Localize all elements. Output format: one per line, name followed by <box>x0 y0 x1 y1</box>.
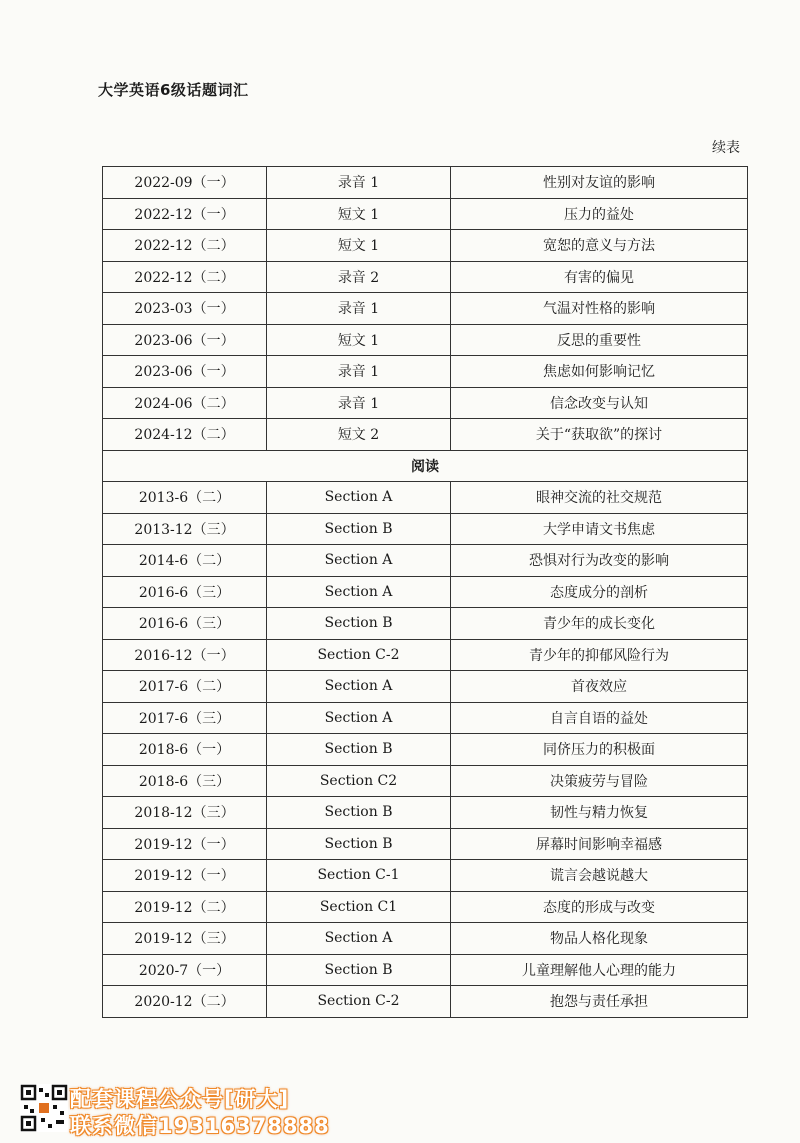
cell-topic: 反思的重要性 <box>451 324 748 356</box>
table-row <box>103 293 748 325</box>
cell-part: 短文 1 <box>267 198 451 230</box>
cell-topic: 自言自语的益处 <box>451 702 748 734</box>
cell-topic: 大学申请文书焦虑 <box>451 513 748 545</box>
table-row <box>103 860 748 892</box>
cell-part: Section B <box>267 797 451 829</box>
cell-part: Section A <box>267 482 451 514</box>
cell-part: 录音 1 <box>267 293 451 325</box>
cell-date: 2019-12（三） <box>103 923 267 955</box>
cell-date: 2016-6（三） <box>103 608 267 640</box>
cell-date: 2013-12（三） <box>103 513 267 545</box>
section-label-reading: 阅读 <box>103 450 748 482</box>
cell-topic: 决策疲劳与冒险 <box>451 765 748 797</box>
page-header-title: 大学英语6级话题词汇 <box>98 81 249 99</box>
cell-topic: 青少年的成长变化 <box>451 608 748 640</box>
cell-part: Section A <box>267 545 451 577</box>
cell-date: 2017-6（三） <box>103 702 267 734</box>
table-row <box>103 702 748 734</box>
table-row <box>103 986 748 1018</box>
cell-date: 2017-6（二） <box>103 671 267 703</box>
cell-topic: 物品人格化现象 <box>451 923 748 955</box>
cell-part: 录音 2 <box>267 261 451 293</box>
table-row <box>103 356 748 388</box>
cell-topic: 态度的形成与改变 <box>451 891 748 923</box>
qr-code-icon <box>20 1084 68 1132</box>
table-row <box>103 891 748 923</box>
cell-part: 录音 1 <box>267 356 451 388</box>
cell-date: 2023-06（一） <box>103 356 267 388</box>
cell-date: 2019-12（二） <box>103 891 267 923</box>
table-row <box>103 419 748 451</box>
cell-part: 录音 1 <box>267 167 451 199</box>
cell-topic: 眼神交流的社交规范 <box>451 482 748 514</box>
cell-date: 2023-06（一） <box>103 324 267 356</box>
cell-topic: 韧性与精力恢复 <box>451 797 748 829</box>
continued-label: 续表 <box>712 140 740 156</box>
table-row <box>103 576 748 608</box>
cell-topic: 屏幕时间影响幸福感 <box>451 828 748 860</box>
table-row <box>103 828 748 860</box>
table-row <box>103 734 748 766</box>
table-row <box>103 324 748 356</box>
table-row <box>103 387 748 419</box>
cell-date: 2019-12（一） <box>103 860 267 892</box>
cell-date: 2019-12（一） <box>103 828 267 860</box>
cell-part: Section C-2 <box>267 986 451 1018</box>
cell-date: 2020-7（一） <box>103 954 267 986</box>
cell-part: Section A <box>267 923 451 955</box>
table-row <box>103 198 748 230</box>
cell-topic: 谎言会越说越大 <box>451 860 748 892</box>
cell-part: Section A <box>267 671 451 703</box>
cell-topic: 有害的偏见 <box>451 261 748 293</box>
cell-date: 2013-6（二） <box>103 482 267 514</box>
cell-date: 2023-03（一） <box>103 293 267 325</box>
cell-topic: 关于“获取欲”的探讨 <box>451 419 748 451</box>
table-row <box>103 261 748 293</box>
cell-topic: 性别对友谊的影响 <box>451 167 748 199</box>
cell-topic: 信念改变与认知 <box>451 387 748 419</box>
cell-part: Section B <box>267 734 451 766</box>
cell-date: 2014-6（二） <box>103 545 267 577</box>
cell-part: 录音 1 <box>267 387 451 419</box>
cell-date: 2020-12（二） <box>103 986 267 1018</box>
cell-topic: 态度成分的剖析 <box>451 576 748 608</box>
table-row <box>103 608 748 640</box>
cell-date: 2022-12（二） <box>103 230 267 262</box>
cell-topic: 抱怨与责任承担 <box>451 986 748 1018</box>
cell-topic: 压力的益处 <box>451 198 748 230</box>
cell-date: 2024-12（二） <box>103 419 267 451</box>
cell-topic: 恐惧对行为改变的影响 <box>451 545 748 577</box>
table-row <box>103 954 748 986</box>
cell-part: Section C2 <box>267 765 451 797</box>
cell-topic: 宽恕的意义与方法 <box>451 230 748 262</box>
cell-part: 短文 1 <box>267 230 451 262</box>
table-row <box>103 923 748 955</box>
cell-part: Section A <box>267 702 451 734</box>
cell-topic: 同侪压力的积极面 <box>451 734 748 766</box>
table-row <box>103 482 748 514</box>
section-header-row <box>103 450 748 482</box>
cell-part: Section C1 <box>267 891 451 923</box>
cell-topic: 青少年的抑郁风险行为 <box>451 639 748 671</box>
footer-contact: 联系微信19316378888 <box>70 1114 330 1138</box>
table-row <box>103 639 748 671</box>
cell-date: 2022-12（一） <box>103 198 267 230</box>
table-body <box>103 167 748 1018</box>
cell-date: 2018-12（三） <box>103 797 267 829</box>
cell-part: Section B <box>267 954 451 986</box>
cell-topic: 气温对性格的影响 <box>451 293 748 325</box>
topic-table <box>102 166 748 1018</box>
cell-date: 2022-12（二） <box>103 261 267 293</box>
cell-date: 2016-12（一） <box>103 639 267 671</box>
table-row <box>103 513 748 545</box>
cell-date: 2022-09（一） <box>103 167 267 199</box>
table-row <box>103 230 748 262</box>
cell-topic: 焦虑如何影响记忆 <box>451 356 748 388</box>
cell-part: Section B <box>267 513 451 545</box>
cell-part: Section B <box>267 828 451 860</box>
table-row <box>103 797 748 829</box>
table-row <box>103 167 748 199</box>
cell-part: Section C-2 <box>267 639 451 671</box>
footer-wechat-account: 配套课程公众号[研大] <box>70 1087 290 1111</box>
cell-part: 短文 1 <box>267 324 451 356</box>
cell-part: 短文 2 <box>267 419 451 451</box>
table-row <box>103 545 748 577</box>
cell-part: Section B <box>267 608 451 640</box>
cell-topic: 儿童理解他人心理的能力 <box>451 954 748 986</box>
cell-date: 2018-6（一） <box>103 734 267 766</box>
cell-date: 2016-6（三） <box>103 576 267 608</box>
cell-date: 2018-6（三） <box>103 765 267 797</box>
cell-date: 2024-06（二） <box>103 387 267 419</box>
cell-part: Section A <box>267 576 451 608</box>
table-row <box>103 671 748 703</box>
cell-part: Section C-1 <box>267 860 451 892</box>
table-row <box>103 765 748 797</box>
cell-topic: 首夜效应 <box>451 671 748 703</box>
